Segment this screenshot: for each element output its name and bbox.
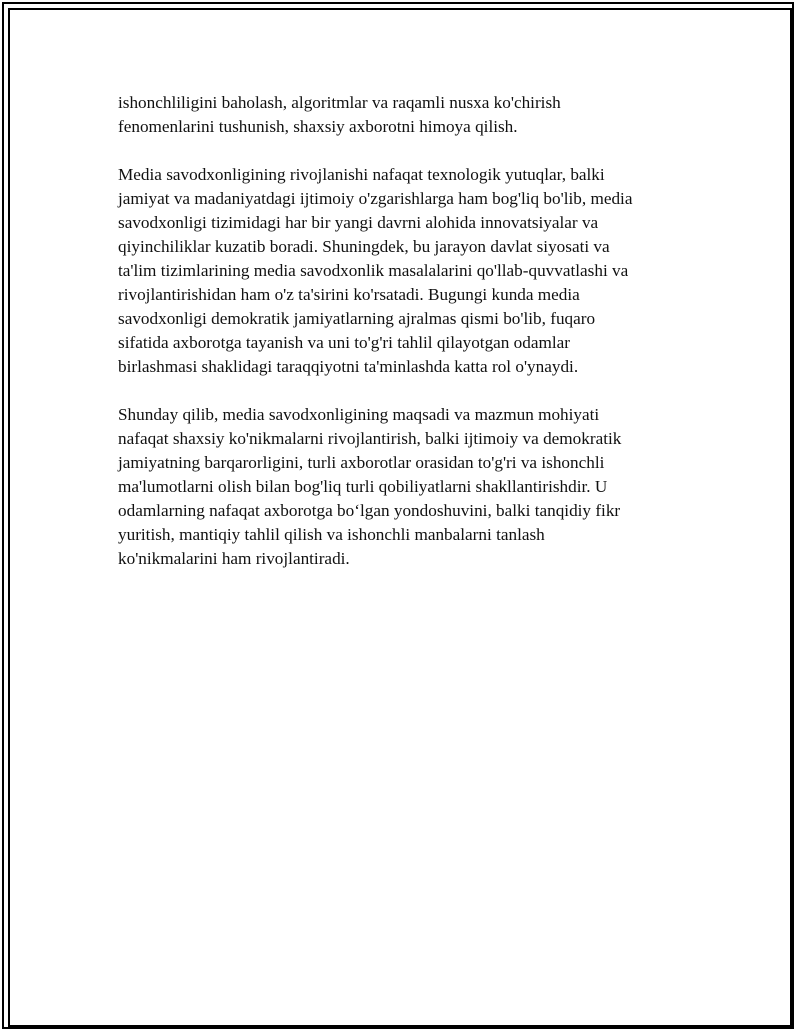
document-body xyxy=(118,91,678,595)
paragraph-conclusion: Shunday qilib, media savodxonligining maqsadi va mazmun mohiyati nafaqat shaxsiy ko'nikmalarni rivojlantirish, balki ijtimoiy va demokratik jamiyatning barqarorligini, turli axborotlar orasidan to'g'ri va ishonchli ma'lumotlarni olish bilan bog'liq turli qobiliyatlarni shakllantirishdir. U odamlarning nafaqat axborotga bo‘lgan yondoshuvini, balki tanqidiy fikr yuritish, mantiqiy tahlil qilish va ishonchli manbalarni tanlash ko'nikmalarini ham rivojlantiradi. xyxy=(118,405,622,568)
paragraph-media-literacy-development: Media savodxonligining rivojlanishi nafaqat texnologik yutuqlar, balki jamiyat va madaniyatdagi ijtimoiy o'zgarishlarga ham bog'liq bo'lib, media savodxonligi tizimidagi har bir yangi davrni alohida innovatsiyalar va qiyinchiliklar kuzatib boradi. Shuningdek, bu jarayon davlat siyosati va ta'lim tizimlarining media savodxonlik masalalarini qo'llab-quvvatlashi va rivojlantirishidan ham o'z ta'sirini ko'rsatadi. Bugungi kunda media savodxonligi demokratik jamiyatlarning ajralmas qismi bo'lib, fuqaro sifatida axborotga tayanish va uni to'g'ri tahlil qilayotgan odamlar birlashmasi shaklidagi taraqqiyotni ta'minlashda katta rol o'ynaydi. xyxy=(118,165,633,376)
paragraph-continuation: ishonchliligini baholash, algoritmlar va raqamli nusxa ko'chirish fenomenlarini tushunish, shaxsiy axborotni himoya qilish. xyxy=(118,93,561,136)
